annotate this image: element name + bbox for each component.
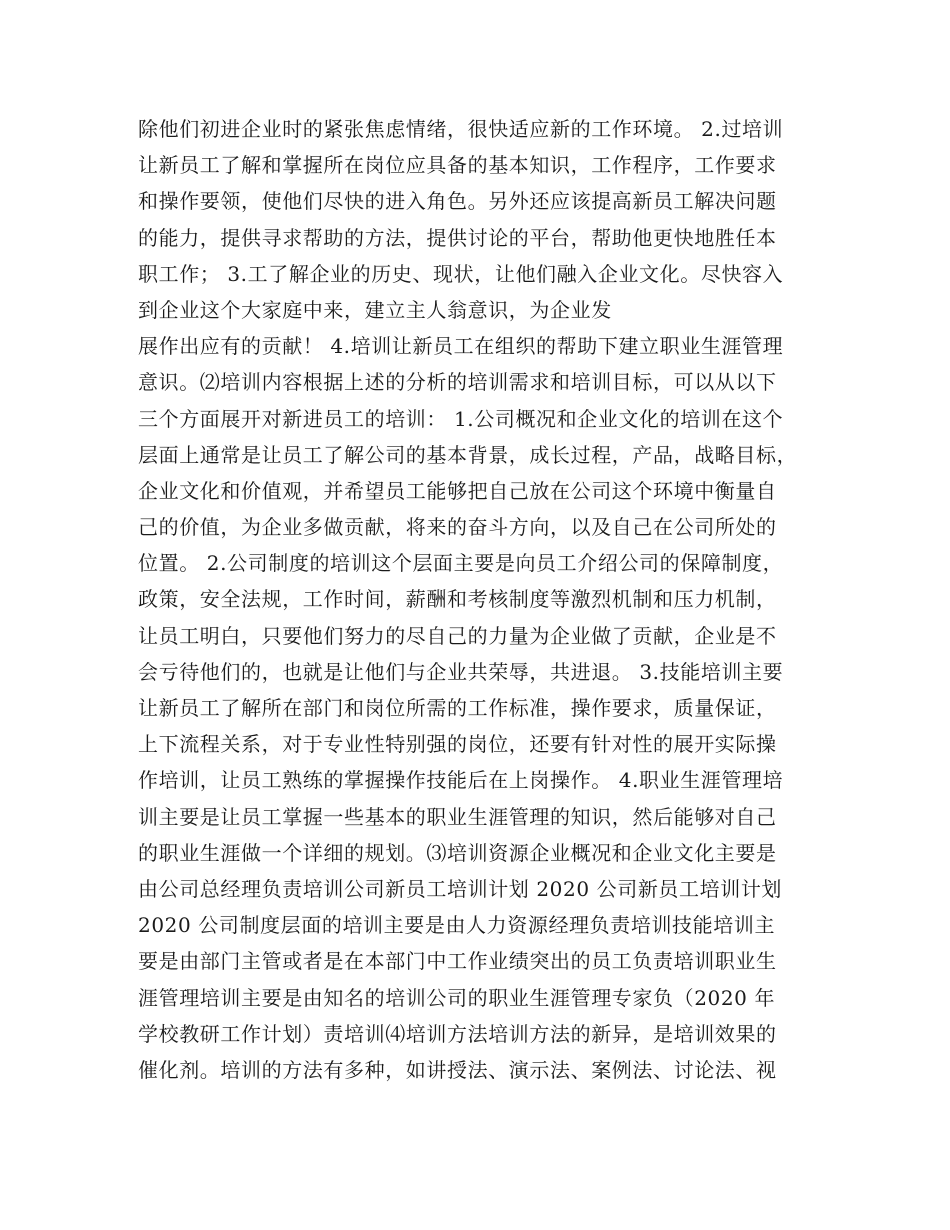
text-line: 让新员工了解所在部门和岗位所需的工作标准，操作要求，质量保证， bbox=[138, 696, 777, 720]
text-line: 会亏待他们的，也就是让他们与企业共荣辱，共进退。 3.技能培训主要 bbox=[138, 659, 784, 684]
text-line: 的职业生涯做一个详细的规划。⑶培训资源企业概况和企业文化主要是 bbox=[138, 840, 777, 865]
text-line: 和操作要领，使他们尽快的进入角色。另外还应该提高新员工解决问题 bbox=[138, 189, 777, 214]
text-line: 意识。⑵培训内容根据上述的分析的培训需求和培训目标，可以从以下 bbox=[138, 370, 777, 395]
text-line: 层面上通常是让员工了解公司的基本背景，成长过程，产品，战略目标， bbox=[138, 442, 798, 467]
text-line: 作培训，让员工熟练的掌握操作技能后在上岗操作。 4.职业生涯管理培 bbox=[138, 768, 784, 793]
text-line: 训主要是让员工掌握一些基本的职业生涯管理的知识，然后能够对自己 bbox=[138, 804, 777, 829]
text-line: 职工作； 3.工了解企业的历史、现状，让他们融入企业文化。尽快容入 bbox=[138, 261, 784, 286]
text-line: 让新员工了解和掌握所在岗位应具备的基本知识，工作程序，工作要求 bbox=[138, 153, 777, 178]
text-line: 展作出应有的贡献！ 4.培训让新员工在组织的帮助下建立职业生涯管理 bbox=[138, 334, 784, 359]
text-line: 催化剂。培训的方法有多种，如讲授法、演示法、案例法、讨论法、视 bbox=[138, 1057, 777, 1082]
text-line: 除他们初进企业时的紧张焦虑情绪，很快适应新的工作环境。 2.过培训 bbox=[138, 117, 784, 141]
text-line: 由公司总经理负责培训公司新员工培训计划 2020 公司新员工培训计划 bbox=[138, 876, 783, 901]
text-line: 己的价值，为企业多做贡献，将来的奋斗方向，以及自己在公司所处的 bbox=[138, 515, 777, 540]
text-line: 要是由部门主管或者是在本部门中工作业绩突出的员工负责培训职业生 bbox=[138, 949, 777, 974]
text-line: 企业文化和价值观，并希望员工能够把自己放在公司这个环境中衡量自 bbox=[138, 478, 777, 503]
text-line: 到企业这个大家庭中来，建立主人翁意识，为企业发 bbox=[138, 297, 612, 322]
text-line: 学校教研工作计划）责培训⑷培训方法培训方法的新异，是培训效果的 bbox=[138, 1021, 777, 1046]
text-line: 2020 公司制度层面的培训主要是由人力资源经理负责培训技能培训主 bbox=[138, 913, 776, 938]
text-line: 让员工明白，只要他们努力的尽自己的力量为企业做了贡献，企业是不 bbox=[138, 623, 777, 648]
text-line: 涯管理培训主要是由知名的培训公司的职业生涯管理专家负（2020 年 bbox=[138, 985, 776, 1010]
text-line: 的能力，提供寻求帮助的方法，提供讨论的平台，帮助他更快地胜任本 bbox=[138, 225, 777, 250]
text-line: 政策，安全法规，工作时间，薪酬和考核制度等激烈机制和压力机制， bbox=[138, 587, 777, 612]
text-line: 上下流程关系，对于专业性特别强的岗位，还要有针对性的展开实际操 bbox=[138, 732, 777, 757]
body-text bbox=[138, 111, 838, 1088]
text-line: 位置。 2.公司制度的培训这个层面主要是向员工介绍公司的保障制度， bbox=[138, 551, 784, 576]
text-line: 三个方面展开对新进员工的培训： 1.公司概况和企业文化的培训在这个 bbox=[138, 406, 784, 431]
